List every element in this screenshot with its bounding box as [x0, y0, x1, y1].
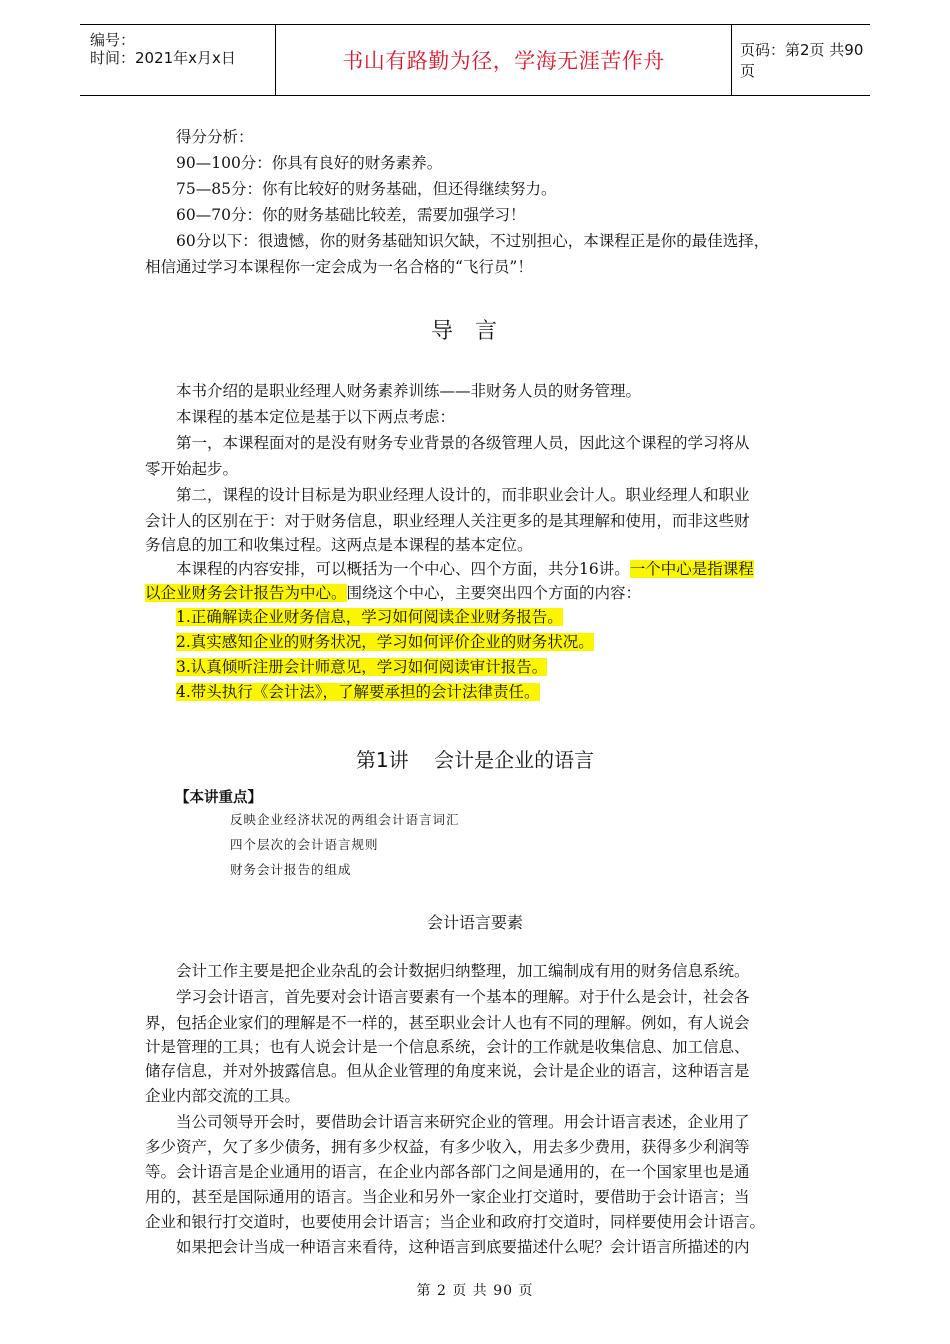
page-code: 页码：第2页 共90页 [740, 41, 864, 80]
score-item: 60—70分：你的财务基础比较差，需要加强学习！ [176, 206, 526, 224]
body-line: 多少资产，欠了多少债务，拥有多少权益，有多少收入，用去多少费用，获得多少利润等 [145, 1138, 750, 1156]
key-point: 财务会计报告的组成 [230, 862, 352, 877]
body-line: 企业内部交流的工具。 [145, 1087, 301, 1105]
point-item [145, 679, 856, 705]
content-line [145, 580, 825, 606]
intro-line: 第一，本课程面对的是没有财务专业背景的各级管理人员，因此这个课程的学习将从 [176, 434, 750, 452]
intro-line: 本书介绍的是职业经理人财务素养训练——非财务人员的财务管理。 [176, 382, 642, 400]
page-header [80, 24, 870, 96]
point-item [145, 604, 856, 630]
highlight-text: 1.正确解读企业财务信息，学习如何阅读企业财务报告。 [176, 608, 563, 626]
body-line: 等。会计语言是企业通用的语言，在企业内部各部门之间是通用的，在一个国家里也是通 [145, 1163, 750, 1181]
time-label: 时间：2021年x月x日 [90, 49, 236, 67]
key-point: 反映企业经济状况的两组会计语言词汇 [230, 812, 460, 827]
body-line: 会计工作主要是把企业杂乱的会计数据归纳整理，加工编制成有用的财务信息系统。 [176, 962, 750, 980]
number-label: 编号： [90, 31, 136, 49]
body-line: 如果把会计当成一种语言来看待，这种语言到底要描述什么呢？会计语言所描述的内 [176, 1238, 750, 1256]
intro-line: 会计人的区别在于：对于财务信息，职业经理人关注更多的是其理解和使用，而非这些财 [145, 512, 750, 530]
point-item [145, 629, 856, 655]
content-line [145, 556, 856, 582]
intro-line: 第二，课程的设计目标是为职业经理人设计的，而非职业会计人。职业经理人和职业 [176, 486, 750, 504]
key-point: 四个层次的会计语言规则 [230, 837, 379, 852]
intro-line: 务信息的加工和收集过程。这两点是本课程的基本定位。 [145, 536, 533, 554]
body-line: 用的，甚至是国际通用的语言。当企业和另外一家企业打交道时，要借助于会计语言；当 [145, 1188, 750, 1206]
body-line: 企业和银行打交道时，也要使用会计语言；当企业和政府打交道时，同样要使用会计语言。 [145, 1213, 766, 1231]
section-title: 会计语言要素 [426, 913, 523, 932]
score-item: 60分以下：很遗憾，你的财务基础知识欠缺，不过别担心，本课程正是你的最佳选择， [176, 232, 770, 250]
highlight-text: 一个中心是指课程 [629, 560, 754, 578]
body-line: 储存信息，并对外披露信息。但从企业管理的角度来说，会计是企业的语言，这种语言是 [145, 1062, 750, 1080]
highlight-text: 4.带头执行《会计法》，了解要承担的会计法律责任。 [176, 683, 540, 701]
highlight-text: 2.真实感知企业的财务状况，学习如何评价企业的财务状况。 [176, 633, 594, 651]
key-points-heading: 【本讲重点】 [175, 790, 262, 806]
header-meta [80, 25, 276, 95]
content-pre: 本课程的内容安排，可以概括为一个中心、四个方面，共分16讲。 [176, 560, 630, 578]
page-footer: 第 2 页 共 90 页 [416, 1283, 534, 1299]
highlight-text: 以企业财务会计报告为中心。 [145, 584, 347, 602]
intro-heading: 导言 [430, 319, 519, 344]
body-line: 计是管理的工具；也有人说会计是一个信息系统，会计的工作就是收集信息、加工信息、 [145, 1038, 750, 1056]
point-item [145, 654, 856, 680]
intro-line: 本课程的基本定位是基于以下两点考虑： [176, 408, 456, 426]
intro-line: 零开始起步。 [145, 460, 239, 478]
score-item: 90—100分：你具有良好的财务素养。 [176, 154, 443, 172]
score-tail: 相信通过学习本课程你一定会成为一名合格的“飞行员”！ [145, 258, 533, 276]
score-item: 75—85分：你有比较好的财务基础，但还得继续努力。 [176, 180, 557, 198]
score-title: 得分分析： [176, 128, 254, 146]
body-line: 学习会计语言，首先要对会计语言要素有一个基本的理解。对于什么是会计，社会各 [176, 988, 750, 1006]
lecture-title: 第1讲 会计是企业的语言 [355, 748, 595, 772]
highlight-text: 3.认真倾听注册会计师意见，学习如何阅读审计报告。 [176, 658, 548, 676]
motto: 书山有路勤为径，学海无涯苦作舟 [276, 25, 732, 95]
content-post: 围绕这个中心，主要突出四个方面的内容： [346, 584, 642, 602]
body-line: 界，包括企业家们的理解是不一样的，甚至职业会计人也有不同的理解。例如，有人说会 [145, 1014, 750, 1032]
body-line: 当公司领导开会时，要借助会计语言来研究企业的管理。用会计语言表述，企业用了 [176, 1113, 750, 1131]
